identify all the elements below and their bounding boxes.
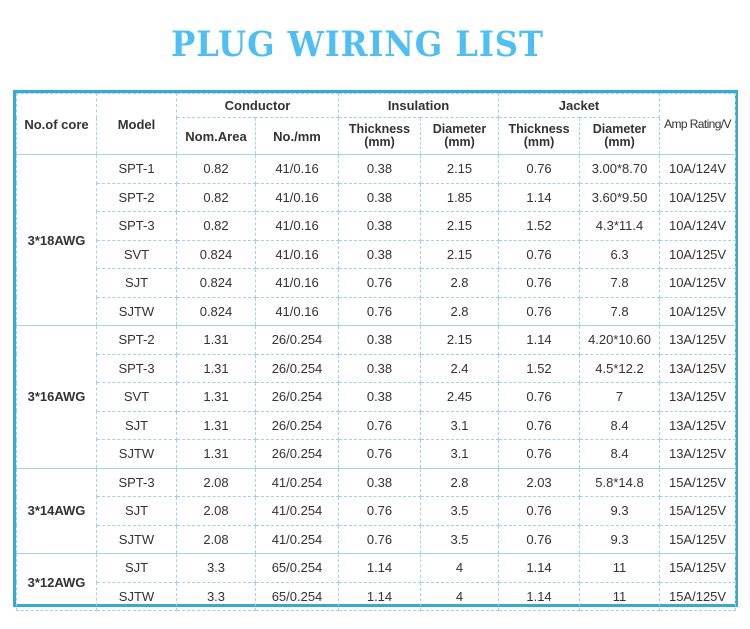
- nom-area-cell: 2.08: [177, 525, 256, 554]
- table-row: [17, 468, 736, 497]
- model-cell: SVT: [97, 383, 177, 412]
- amp-rating-cell: 13A/125V: [660, 440, 736, 469]
- header-insulation-diameter: [421, 118, 499, 155]
- table-row: [17, 383, 736, 412]
- insulation-thickness-cell: 0.76: [339, 440, 421, 469]
- core-group-cell: 3*18AWG: [17, 155, 97, 326]
- table-body: [17, 155, 736, 611]
- insulation-diameter-cell: 4: [421, 582, 499, 611]
- table-row: [17, 554, 736, 583]
- jacket-diameter-cell: 7.8: [580, 269, 660, 298]
- jacket-thickness-cell: 0.76: [499, 383, 580, 412]
- model-cell: SJTW: [97, 582, 177, 611]
- model-cell: SJT: [97, 497, 177, 526]
- page-title: PLUG WIRING LIST: [171, 24, 544, 65]
- no-mm-cell: 41/0.16: [256, 297, 339, 326]
- jacket-thickness-cell: 0.76: [499, 240, 580, 269]
- insulation-diameter-cell: 2.8: [421, 468, 499, 497]
- table-row: [17, 440, 736, 469]
- table-row: [17, 354, 736, 383]
- model-cell: SJT: [97, 411, 177, 440]
- core-group-cell: 3*12AWG: [17, 554, 97, 611]
- no-mm-cell: 41/0.16: [256, 155, 339, 184]
- table-row: [17, 183, 736, 212]
- jacket-diameter-cell: 3.60*9.50: [580, 183, 660, 212]
- insulation-diameter-cell: 3.5: [421, 497, 499, 526]
- no-mm-cell: 26/0.254: [256, 326, 339, 355]
- nom-area-cell: 1.31: [177, 411, 256, 440]
- jacket-thickness-cell: 0.76: [499, 411, 580, 440]
- jacket-thickness-cell: 0.76: [499, 297, 580, 326]
- insulation-diameter-cell: 2.15: [421, 155, 499, 184]
- jacket-diameter-cell: 6.3: [580, 240, 660, 269]
- nom-area-cell: 1.31: [177, 440, 256, 469]
- model-cell: SJTW: [97, 440, 177, 469]
- header-insulation-thickness: [339, 118, 421, 155]
- header-jacket-thickness-label: Thickness: [508, 122, 570, 136]
- amp-rating-cell: 10A/125V: [660, 297, 736, 326]
- no-mm-cell: 65/0.254: [256, 582, 339, 611]
- core-group-cell: 3*16AWG: [17, 326, 97, 469]
- no-mm-cell: 65/0.254: [256, 554, 339, 583]
- model-cell: SJT: [97, 269, 177, 298]
- header-insulation-diameter-unit: (mm): [444, 135, 475, 149]
- jacket-diameter-cell: 4.5*12.2: [580, 354, 660, 383]
- insulation-diameter-cell: 2.15: [421, 326, 499, 355]
- insulation-diameter-cell: 2.8: [421, 297, 499, 326]
- wiring-table-frame: [13, 90, 738, 607]
- insulation-diameter-cell: 3.1: [421, 411, 499, 440]
- no-mm-cell: 26/0.254: [256, 411, 339, 440]
- insulation-thickness-cell: 0.38: [339, 155, 421, 184]
- jacket-thickness-cell: 0.76: [499, 155, 580, 184]
- header-nom-area: Nom.Area: [177, 118, 256, 155]
- header-jacket: Jacket: [499, 94, 660, 118]
- jacket-diameter-cell: 4.3*11.4: [580, 212, 660, 241]
- jacket-thickness-cell: 0.76: [499, 269, 580, 298]
- model-cell: SPT-3: [97, 212, 177, 241]
- insulation-thickness-cell: 0.38: [339, 183, 421, 212]
- nom-area-cell: 1.31: [177, 354, 256, 383]
- jacket-thickness-cell: 1.14: [499, 554, 580, 583]
- core-group-cell: 3*14AWG: [17, 468, 97, 554]
- header-insulation-thickness-unit: (mm): [364, 135, 395, 149]
- table-row: [17, 497, 736, 526]
- nom-area-cell: 0.82: [177, 155, 256, 184]
- insulation-thickness-cell: 0.76: [339, 525, 421, 554]
- table-row: [17, 269, 736, 298]
- insulation-diameter-cell: 2.15: [421, 212, 499, 241]
- nom-area-cell: 2.08: [177, 497, 256, 526]
- wiring-table: [16, 93, 736, 611]
- header-jacket-diameter: [580, 118, 660, 155]
- jacket-thickness-cell: 1.14: [499, 582, 580, 611]
- model-cell: SPT-2: [97, 326, 177, 355]
- table-row: [17, 582, 736, 611]
- jacket-diameter-cell: 5.8*14.8: [580, 468, 660, 497]
- amp-rating-cell: 15A/125V: [660, 525, 736, 554]
- no-mm-cell: 41/0.16: [256, 240, 339, 269]
- model-cell: SVT: [97, 240, 177, 269]
- nom-area-cell: 3.3: [177, 554, 256, 583]
- model-cell: SPT-3: [97, 468, 177, 497]
- nom-area-cell: 2.08: [177, 468, 256, 497]
- insulation-diameter-cell: 2.45: [421, 383, 499, 412]
- model-cell: SPT-1: [97, 155, 177, 184]
- no-mm-cell: 26/0.254: [256, 440, 339, 469]
- amp-rating-cell: 10A/125V: [660, 269, 736, 298]
- insulation-thickness-cell: 0.38: [339, 240, 421, 269]
- model-cell: SJTW: [97, 297, 177, 326]
- jacket-thickness-cell: 0.76: [499, 440, 580, 469]
- no-mm-cell: 41/0.16: [256, 212, 339, 241]
- header-conductor: Conductor: [177, 94, 339, 118]
- header-model: Model: [97, 94, 177, 155]
- amp-rating-cell: 10A/124V: [660, 212, 736, 241]
- amp-rating-cell: 15A/125V: [660, 468, 736, 497]
- insulation-diameter-cell: 3.1: [421, 440, 499, 469]
- nom-area-cell: 1.31: [177, 326, 256, 355]
- amp-rating-cell: 15A/125V: [660, 497, 736, 526]
- jacket-diameter-cell: 9.3: [580, 497, 660, 526]
- amp-rating-cell: 13A/125V: [660, 354, 736, 383]
- header-jacket-diameter-unit: (mm): [604, 135, 635, 149]
- amp-rating-cell: 10A/124V: [660, 155, 736, 184]
- jacket-diameter-cell: 11: [580, 554, 660, 583]
- header-jacket-thickness: [499, 118, 580, 155]
- table-row: [17, 240, 736, 269]
- model-cell: SPT-2: [97, 183, 177, 212]
- jacket-thickness-cell: 2.03: [499, 468, 580, 497]
- no-mm-cell: 41/0.254: [256, 468, 339, 497]
- header-core: No.of core: [17, 94, 97, 155]
- jacket-thickness-cell: 0.76: [499, 525, 580, 554]
- insulation-thickness-cell: 0.38: [339, 468, 421, 497]
- jacket-diameter-cell: 9.3: [580, 525, 660, 554]
- insulation-thickness-cell: 0.38: [339, 326, 421, 355]
- table-row: [17, 525, 736, 554]
- table-row: [17, 212, 736, 241]
- model-cell: SPT-3: [97, 354, 177, 383]
- nom-area-cell: 0.82: [177, 183, 256, 212]
- insulation-thickness-cell: 0.76: [339, 297, 421, 326]
- jacket-diameter-cell: 7: [580, 383, 660, 412]
- amp-rating-cell: 15A/125V: [660, 554, 736, 583]
- insulation-thickness-cell: 0.38: [339, 354, 421, 383]
- insulation-thickness-cell: 1.14: [339, 554, 421, 583]
- amp-rating-cell: 15A/125V: [660, 582, 736, 611]
- jacket-thickness-cell: 0.76: [499, 497, 580, 526]
- header-no-mm: No./mm: [256, 118, 339, 155]
- jacket-diameter-cell: 7.8: [580, 297, 660, 326]
- jacket-thickness-cell: 1.52: [499, 354, 580, 383]
- no-mm-cell: 26/0.254: [256, 383, 339, 412]
- jacket-thickness-cell: 1.14: [499, 183, 580, 212]
- nom-area-cell: 1.31: [177, 383, 256, 412]
- header-insulation: Insulation: [339, 94, 499, 118]
- insulation-thickness-cell: 0.38: [339, 383, 421, 412]
- table-row: [17, 297, 736, 326]
- table-row: [17, 411, 736, 440]
- no-mm-cell: 41/0.254: [256, 497, 339, 526]
- header-insulation-thickness-label: Thickness: [348, 122, 411, 136]
- jacket-diameter-cell: 3.00*8.70: [580, 155, 660, 184]
- header-jacket-diameter-label: Diameter: [592, 122, 647, 136]
- jacket-diameter-cell: 4.20*10.60: [580, 326, 660, 355]
- no-mm-cell: 26/0.254: [256, 354, 339, 383]
- jacket-diameter-cell: 8.4: [580, 411, 660, 440]
- header-jacket-thickness-unit: (mm): [523, 135, 555, 149]
- amp-rating-cell: 10A/125V: [660, 183, 736, 212]
- insulation-thickness-cell: 0.76: [339, 497, 421, 526]
- nom-area-cell: 3.3: [177, 582, 256, 611]
- nom-area-cell: 0.82: [177, 212, 256, 241]
- no-mm-cell: 41/0.16: [256, 183, 339, 212]
- insulation-thickness-cell: 0.38: [339, 212, 421, 241]
- header-amp-rating: Amp Rating/V: [660, 94, 736, 155]
- amp-rating-cell: 10A/125V: [660, 240, 736, 269]
- insulation-diameter-cell: 2.4: [421, 354, 499, 383]
- amp-rating-cell: 13A/125V: [660, 411, 736, 440]
- model-cell: SJT: [97, 554, 177, 583]
- amp-rating-cell: 13A/125V: [660, 326, 736, 355]
- insulation-thickness-cell: 0.76: [339, 411, 421, 440]
- amp-rating-cell: 13A/125V: [660, 383, 736, 412]
- header-row-1: [17, 94, 736, 118]
- insulation-diameter-cell: 2.15: [421, 240, 499, 269]
- insulation-diameter-cell: 4: [421, 554, 499, 583]
- jacket-diameter-cell: 11: [580, 582, 660, 611]
- table-row: [17, 326, 736, 355]
- insulation-thickness-cell: 0.76: [339, 269, 421, 298]
- table-row: [17, 155, 736, 184]
- no-mm-cell: 41/0.254: [256, 525, 339, 554]
- jacket-thickness-cell: 1.52: [499, 212, 580, 241]
- insulation-diameter-cell: 1.85: [421, 183, 499, 212]
- no-mm-cell: 41/0.16: [256, 269, 339, 298]
- jacket-thickness-cell: 1.14: [499, 326, 580, 355]
- nom-area-cell: 0.824: [177, 269, 256, 298]
- jacket-diameter-cell: 8.4: [580, 440, 660, 469]
- model-cell: SJTW: [97, 525, 177, 554]
- insulation-diameter-cell: 3.5: [421, 525, 499, 554]
- header-insulation-diameter-label: Diameter: [432, 122, 487, 136]
- insulation-diameter-cell: 2.8: [421, 269, 499, 298]
- nom-area-cell: 0.824: [177, 297, 256, 326]
- insulation-thickness-cell: 1.14: [339, 582, 421, 611]
- nom-area-cell: 0.824: [177, 240, 256, 269]
